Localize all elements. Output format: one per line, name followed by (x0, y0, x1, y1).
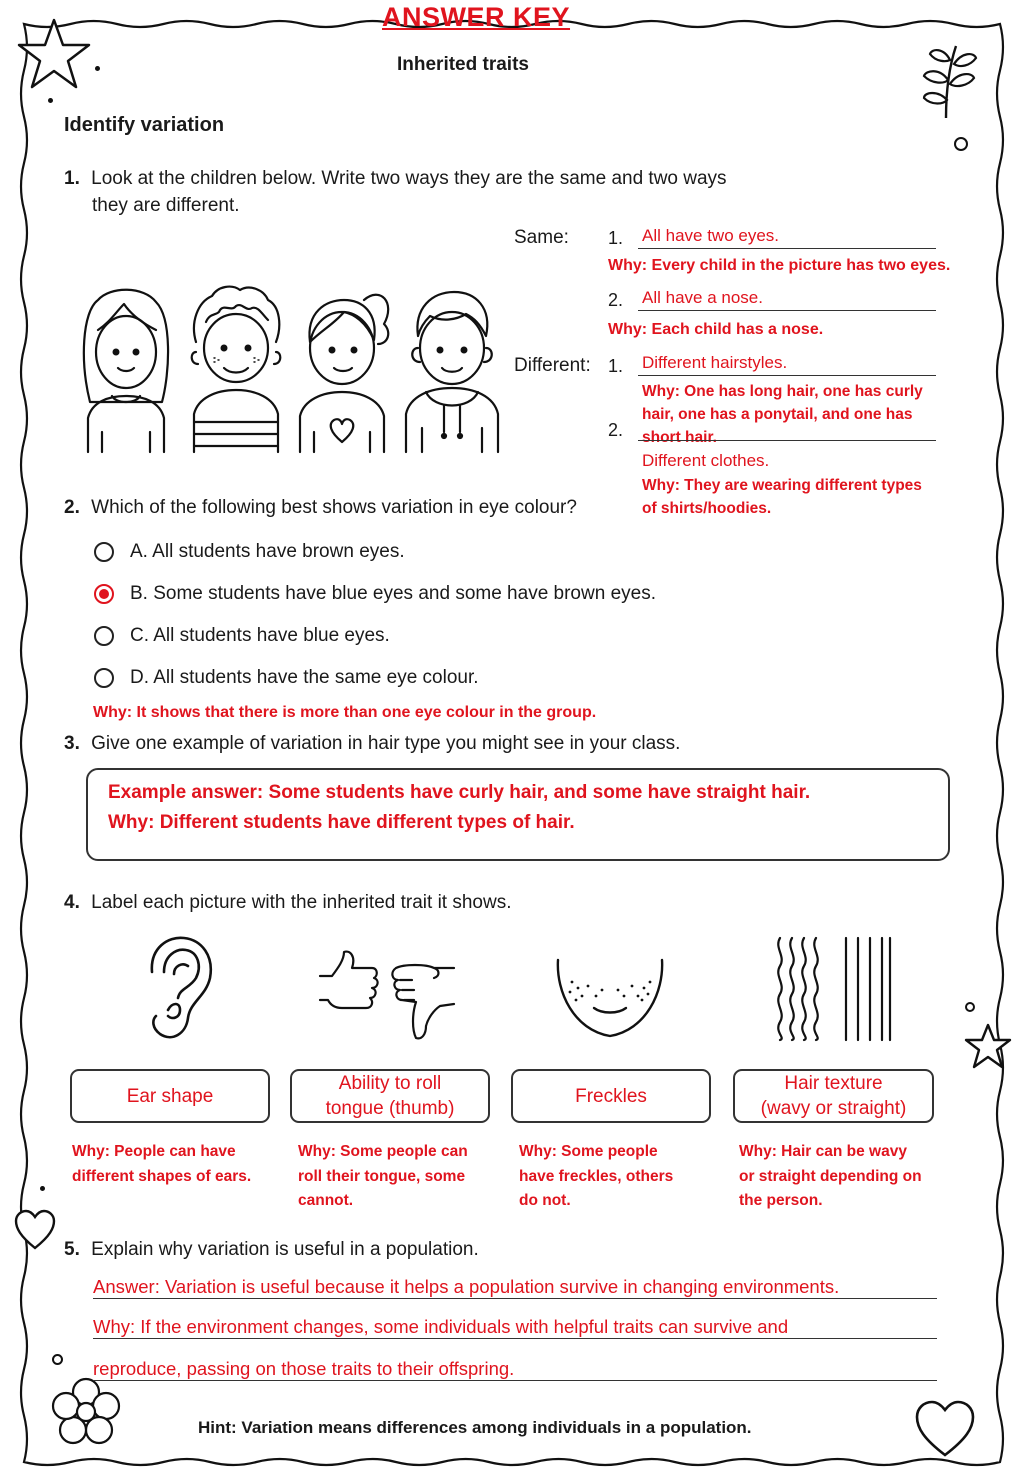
question-4 (64, 889, 511, 916)
radio-b-selected[interactable] (94, 584, 114, 604)
why-tongue-roll: Why: Some people can roll their tongue, some cannot. (298, 1143, 468, 1209)
section-title: Identify variation (64, 114, 225, 136)
radio-c[interactable] (94, 626, 114, 646)
same-1-number: 1. (608, 228, 624, 248)
question-2 (64, 494, 577, 521)
question-text: Give one example of variation in hair type you might see in your class. (91, 733, 681, 754)
question-text: Explain why variation is useful in a population. (91, 1239, 479, 1260)
child-curly-hair (192, 287, 281, 452)
question-text: they are different. (92, 195, 240, 216)
thumbs-icon (316, 946, 460, 1046)
different-1-number: 1. (608, 356, 624, 376)
option-b[interactable]: B. Some students have blue eyes and some have brown eyes. (94, 583, 656, 605)
same-1-why: Why: Every child in the picture has two eyes. (608, 257, 951, 274)
freckles-face-icon (554, 952, 666, 1044)
same-1-answer: All have two eyes. (638, 226, 936, 249)
label-freckles[interactable]: Freckles (511, 1069, 711, 1123)
circle-decoration (954, 137, 968, 151)
different-2-answer: Different clothes. (642, 451, 770, 470)
q5-answer-line-2: Why: If the environment changes, some individuals with helpful traits can survive and (93, 1316, 937, 1339)
question-number: 2. (64, 497, 80, 518)
q5-answer-line-1: Answer: Variation is useful because it helps a population survive in changing environments. (93, 1276, 937, 1299)
radio-a[interactable] (94, 542, 114, 562)
question-number: 4. (64, 892, 80, 913)
leaf-icon (916, 40, 986, 120)
hint-text: Hint: Variation means differences among individuals in a population. (198, 1418, 752, 1437)
question-number: 5. (64, 1239, 80, 1260)
q3-why: Why: Different students have different types of hair. (108, 812, 575, 833)
same-2-answer: All have a nose. (638, 288, 936, 311)
option-d[interactable]: D. All students have the same eye colour. (94, 667, 479, 689)
answer-key-title: ANSWER KEY (382, 2, 571, 32)
q2-why: Why: It shows that there is more than one eye colour in the group. (93, 704, 597, 721)
radio-d[interactable] (94, 668, 114, 688)
different-1-answer: Different hairstyles. (638, 353, 936, 376)
different-1-why-line (638, 418, 936, 441)
question-number: 1. (64, 168, 80, 189)
question-text: Label each picture with the inherited trait it shows. (91, 892, 512, 913)
page-title: Inherited traits (397, 54, 529, 75)
hair-lines-icon (770, 934, 894, 1042)
heart-icon (912, 1398, 978, 1460)
child-ponytail (300, 295, 388, 452)
child-long-hair (84, 290, 168, 452)
circle-decoration (52, 1354, 63, 1365)
question-text: Which of the following best shows variation in eye colour? (91, 497, 577, 518)
different-2-number: 2. (608, 420, 624, 440)
heart-icon (12, 1208, 58, 1252)
q3-answer: Example answer: Some students have curly hair, and some have straight hair. (108, 782, 811, 803)
same-2-number: 2. (608, 290, 624, 310)
why-ear-shape: Why: People can have different shapes of ears. (72, 1143, 252, 1185)
star-icon (962, 1022, 1014, 1072)
question-5 (64, 1236, 479, 1263)
option-c[interactable]: C. All students have blue eyes. (94, 625, 390, 647)
same-label: Same: (514, 227, 569, 248)
child-short-hair-hoodie (406, 292, 498, 452)
circle-decoration (965, 1002, 975, 1012)
wavy-hair (778, 938, 781, 1040)
question-text: Look at the children below. Write two ways they are the same and two ways (91, 168, 727, 189)
question-number: 3. (64, 733, 80, 754)
label-hair-texture[interactable]: Hair texture (wavy or straight) (733, 1069, 934, 1123)
children-illustration (76, 282, 502, 454)
label-ear-shape[interactable]: Ear shape (70, 1069, 270, 1123)
same-2-why: Why: Each child has a nose. (608, 321, 824, 338)
straight-hair (846, 938, 890, 1040)
different-1-why: Why: One has long hair, one has curly hair, one has a ponytail, and one has short hair. (642, 383, 923, 446)
ear-icon (138, 932, 218, 1044)
q5-answer-line-3: reproduce, passing on those traits to their offspring. (93, 1358, 937, 1381)
thumb-down (392, 965, 454, 1038)
thumb-up (320, 952, 378, 1008)
flower-icon (48, 1374, 124, 1450)
why-freckles: Why: Some people have freckles, others do not. (519, 1143, 674, 1209)
label-tongue-roll[interactable]: Ability to roll tongue (thumb) (290, 1069, 490, 1123)
dot-decoration (48, 98, 53, 103)
question-3 (64, 730, 680, 757)
option-a[interactable]: A. All students have brown eyes. (94, 541, 405, 563)
why-hair-texture: Why: Hair can be wavy or straight depending on the person. (739, 1143, 922, 1209)
different-label: Different: (514, 355, 591, 376)
question-1 (64, 165, 854, 219)
dot-decoration (40, 1186, 45, 1191)
different-2-why: Why: They are wearing different types of shirts/hoodies. (642, 477, 922, 517)
